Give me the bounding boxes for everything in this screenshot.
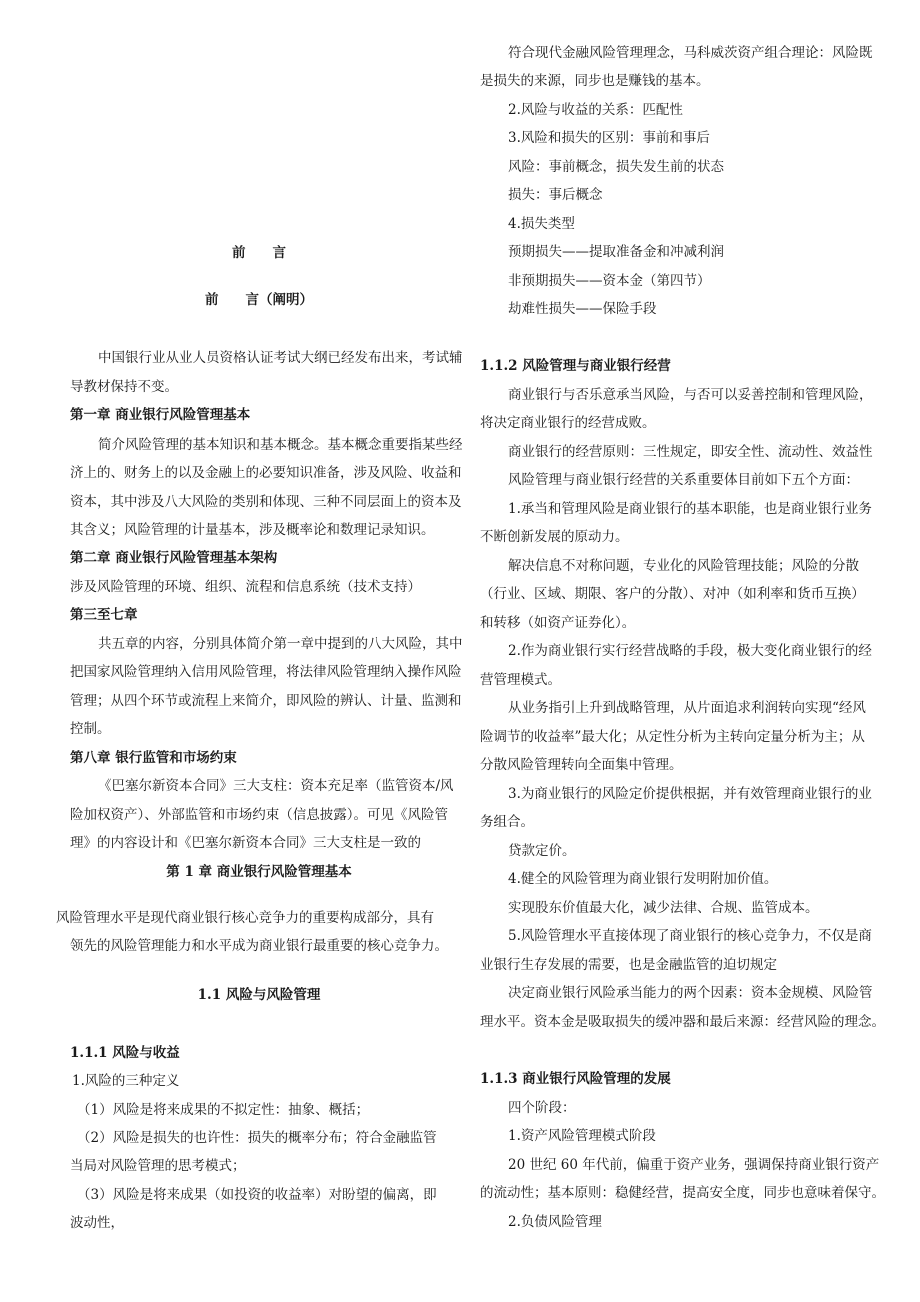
paragraph-line: 将决定商业银行的经营成败。 bbox=[480, 415, 656, 431]
paragraph-line: 非预期损失——资本金（第四节） bbox=[508, 273, 711, 289]
chapter-title: 第 1 章 商业银行风险管理基本 bbox=[166, 864, 352, 880]
subsection-heading: 1.1.2 风险管理与商业银行经营 bbox=[480, 358, 671, 374]
section-heading: 1.1 风险与风险管理 bbox=[197, 987, 321, 1003]
list-item: 1.风险的三种定义 bbox=[72, 1073, 180, 1089]
paragraph-line: 简介风险管理的基本知识和基本概念。基本概念重要指某些经 bbox=[98, 437, 463, 453]
paragraph-line: 险调节的收益率”最大化；从定性分析为主转向定量分析为主；从 bbox=[480, 729, 865, 745]
chapter-heading: 第三至七章 bbox=[70, 607, 138, 623]
list-item: 3.为商业银行的风险定价提供根据，并有效管理商业银行的业 bbox=[508, 786, 872, 802]
paragraph-line: 从业务指引上升到战略管理，从片面追求利润转向实现“经风 bbox=[508, 700, 866, 716]
paragraph-line: 《巴塞尔新资本合同》三大支柱：资本充足率（监管资本/风 bbox=[98, 778, 454, 794]
paragraph-line: 预期损失——提取准备金和冲减利润 bbox=[508, 244, 724, 260]
paragraph-line: 损失：事后概念 bbox=[508, 187, 603, 203]
paragraph-line: 和转移（如资产证券化）。 bbox=[480, 615, 636, 631]
list-item: 1.资产风险管理模式阶段 bbox=[508, 1128, 656, 1144]
list-item: （2）风险是损失的也许性：损失的概率分布；符合金融监管 bbox=[77, 1130, 437, 1146]
chapter-heading: 第一章 商业银行风险管理基本 bbox=[70, 407, 251, 423]
paragraph-line: 理水平。资本金是吸取损失的缓冲器和最后来源：经营风险的理念。 bbox=[480, 1014, 885, 1030]
list-item: 4.健全的风险管理为商业银行发明附加价值。 bbox=[508, 871, 778, 887]
list-item: 3.风险和损失的区别：事前和事后 bbox=[508, 130, 710, 146]
paragraph-line: 的流动性；基本原则：稳健经营，提高安全度，同步也意味着保守。 bbox=[480, 1185, 885, 1201]
paragraph-line: 劫难性损失——保险手段 bbox=[508, 301, 657, 317]
subsection-heading: 1.1.1 风险与收益 bbox=[70, 1045, 180, 1061]
paragraph-line: 涉及风险管理的环境、组织、流程和信息系统（技术支持） bbox=[70, 579, 421, 595]
paragraph-line: 风险：事前概念，损失发生前的状态 bbox=[508, 159, 724, 175]
paragraph-line: 符合现代金融风险管理理念，马科威茨资产组合理论：风险既 bbox=[508, 45, 873, 61]
list-item: 2.风险与收益的关系：匹配性 bbox=[508, 102, 683, 118]
paragraph-line: 把国家风险管理纳入信用风险管理，将法律风险管理纳入操作风险 bbox=[70, 664, 462, 680]
paragraph-line: 商业银行与否乐意承当风险，与否可以妥善控制和管理风险， bbox=[508, 387, 873, 403]
chapter-heading: 第八章 银行监管和市场约束 bbox=[70, 750, 237, 766]
paragraph-line: 险加权资产）、外部监管和市场约束（信息披露）。可见《风险管 bbox=[70, 807, 448, 823]
paragraph-line: 当局对风险管理的思考模式； bbox=[70, 1158, 246, 1174]
paragraph-line: 共五章的内容，分别具体简介第一章中提到的八大风险，其中 bbox=[98, 636, 463, 652]
paragraph-line: 四个阶段： bbox=[508, 1100, 576, 1116]
subsection-heading: 1.1.3 商业银行风险管理的发展 bbox=[480, 1071, 671, 1087]
list-item: 2.负债风险管理 bbox=[508, 1214, 602, 1230]
preface-subtitle: 前 言（阐明） bbox=[205, 292, 313, 308]
paragraph-line: 理》的内容设计和《巴塞尔新资本合同》三大支柱是一致的 bbox=[70, 835, 421, 851]
chapter-heading: 第二章 商业银行风险管理基本架构 bbox=[70, 550, 278, 566]
paragraph-line: 领先的风险管理能力和水平成为商业银行最重要的核心竞争力。 bbox=[70, 938, 448, 954]
paragraph-line: 资本，其中涉及八大风险的类别和体现、三种不同层面上的资本及 bbox=[70, 494, 462, 510]
paragraph-line: 中国银行业从业人员资格认证考试大纲已经发布出来，考试辅 bbox=[98, 350, 463, 366]
paragraph-line: 贷款定价。 bbox=[508, 843, 576, 859]
preface-title: 前 言 bbox=[232, 245, 286, 261]
paragraph-line: 风险管理与商业银行经营的关系重要体目前如下五个方面： bbox=[508, 472, 859, 488]
paragraph-line: 商业银行的经营原则：三性规定，即安全性、流动性、效益性 bbox=[508, 444, 873, 460]
paragraph-line: 业银行生存发展的需要，也是金融监管的迫切规定 bbox=[480, 957, 777, 973]
paragraph-line: 波动性， bbox=[70, 1215, 124, 1231]
list-item: 2.作为商业银行实行经营战略的手段，极大变化商业银行的经 bbox=[508, 643, 872, 659]
paragraph-line: 导教材保持不变。 bbox=[70, 379, 178, 395]
paragraph-line: 解决信息不对称问题，专业化的风险管理技能；风险的分散 bbox=[508, 558, 859, 574]
paragraph-line: 风险管理水平是现代商业银行核心竞争力的重要构成部分，具有 bbox=[56, 910, 434, 926]
paragraph-line: 务组合。 bbox=[480, 814, 534, 830]
paragraph-line: 不断创新发展的原动力。 bbox=[480, 529, 629, 545]
paragraph-line: 决定商业银行风险承当能力的两个因素：资本金规模、风险管 bbox=[508, 985, 873, 1001]
paragraph-line: 济上的、财务上的以及金融上的必要知识准备，涉及风险、收益和 bbox=[70, 465, 462, 481]
paragraph-line: 管理；从四个环节或流程上来简介，即风险的辨认、计量、监测和 bbox=[70, 693, 462, 709]
paragraph-line: 控制。 bbox=[70, 721, 111, 737]
list-item: （3）风险是将来成果（如投资的收益率）对盼望的偏离，即 bbox=[77, 1187, 437, 1203]
paragraph-line: （行业、区域、期限、客户的分散）、对冲（如利率和货币互换） bbox=[480, 586, 865, 602]
paragraph-line: 实现股东价值最大化，减少法律、合规、监管成本。 bbox=[508, 900, 819, 916]
paragraph-line: 营管理模式。 bbox=[480, 672, 561, 688]
paragraph-line: 分散风险管理转向全面集中管理。 bbox=[480, 757, 683, 773]
list-item: 1.承当和管理风险是商业银行的基本职能，也是商业银行业务 bbox=[508, 501, 872, 517]
list-item: （1）风险是将来成果的不拟定性：抽象、概括； bbox=[77, 1102, 370, 1118]
paragraph-line: 20 世纪 60 年代前，偏重于资产业务，强调保持商业银行资产 bbox=[508, 1157, 880, 1173]
paragraph-line: 是损失的来源，同步也是赚钱的基本。 bbox=[480, 73, 710, 89]
paragraph-line: 其含义；风险管理的计量基本，涉及概率论和数理记录知识。 bbox=[70, 522, 435, 538]
list-item: 5.风险管理水平直接体现了商业银行的核心竞争力，不仅是商 bbox=[508, 928, 872, 944]
list-item: 4.损失类型 bbox=[508, 216, 575, 232]
